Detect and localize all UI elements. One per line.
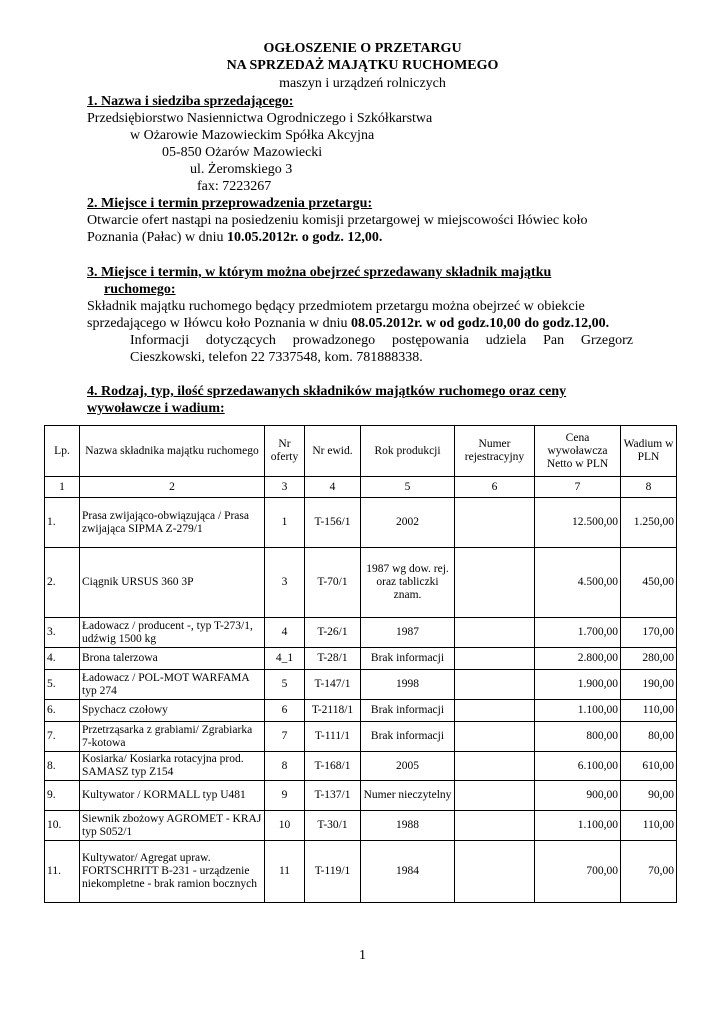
col-number: 4 (305, 477, 361, 498)
col-number: 5 (361, 477, 455, 498)
row-wadium: 610,00 (621, 752, 677, 781)
row-year: Numer nieczytelny (361, 781, 455, 811)
seller-street: ul. Żeromskiego 3 (190, 162, 293, 177)
row-reg (455, 722, 535, 752)
row-name: Siewnik zbożowy AGROMET - KRAJ typ S052/1 (80, 811, 265, 841)
row-price: 800,00 (535, 722, 621, 752)
page-number: 1 (359, 948, 366, 963)
row-lp: 10. (45, 811, 80, 841)
row-offer: 8 (265, 752, 305, 781)
table-row (45, 618, 677, 648)
seller-name-1: Przedsiębiorstwo Nasiennictwa Ogrodniczego i Szkółkarstwa (87, 111, 433, 126)
table-body (45, 498, 677, 903)
row-lp: 7. (45, 722, 80, 752)
col-header-name: Nazwa składnika majątku ruchomego (80, 426, 265, 477)
col-header-ewid: Nr ewid. (305, 426, 361, 477)
row-name: Kultywator / KORMALL typ U481 (80, 781, 265, 811)
table-row (45, 648, 677, 670)
row-wadium: 1.250,00 (621, 498, 677, 548)
row-reg (455, 648, 535, 670)
table-column-numbers (45, 477, 677, 498)
row-offer: 4_1 (265, 648, 305, 670)
seller-postal: 05-850 Ożarów Mazowiecki (162, 145, 323, 160)
row-lp: 4. (45, 648, 80, 670)
row-price: 6.100,00 (535, 752, 621, 781)
seller-fax: fax: 7223267 (197, 179, 272, 194)
row-price: 700,00 (535, 841, 621, 903)
col-number: 1 (45, 477, 80, 498)
row-ewid: T-168/1 (305, 752, 361, 781)
row-year: Brak informacji (361, 700, 455, 722)
row-year: 1988 (361, 811, 455, 841)
row-offer: 1 (265, 498, 305, 548)
row-name: Kultywator/ Agregat upraw. FORTSCHRITT B-231 - urządzenie niekompletne - brak ramion bocznych (80, 841, 265, 903)
row-price: 1.900,00 (535, 670, 621, 700)
section-2-line-2-text: Poznania (Pałac) w dniu (87, 230, 227, 245)
row-offer: 9 (265, 781, 305, 811)
row-wadium: 280,00 (621, 648, 677, 670)
doc-title-line-2: NA SPRZEDAŻ MAJĄTKU RUCHOMEGO (226, 58, 499, 73)
row-year: 1987 wg dow. rej. oraz tabliczki znam. (361, 548, 455, 618)
row-name: Ładowacz / POL-MOT WARFAMA typ 274 (80, 670, 265, 700)
row-year: 1984 (361, 841, 455, 903)
row-year: Brak informacji (361, 648, 455, 670)
col-number: 2 (80, 477, 265, 498)
section-3-heading-1: 3. Miejsce i termin, w którym można obejrzeć sprzedawany składnik majątku (87, 265, 552, 280)
col-header-year: Rok produkcji (361, 426, 455, 477)
row-reg (455, 498, 535, 548)
row-price: 12.500,00 (535, 498, 621, 548)
table-row (45, 722, 677, 752)
row-lp: 6. (45, 700, 80, 722)
col-header-wadium: Wadium w PLN (621, 426, 677, 477)
row-lp: 8. (45, 752, 80, 781)
col-number: 8 (621, 477, 677, 498)
row-year: Brak informacji (361, 722, 455, 752)
table-header-row (45, 426, 677, 477)
row-name: Przetrząsarka z grabiami/ Zgrabiarka 7-kotowa (80, 722, 265, 752)
table-row (45, 670, 677, 700)
row-ewid: T-2118/1 (305, 700, 361, 722)
row-price: 900,00 (535, 781, 621, 811)
col-header-offer: Nr oferty (265, 426, 305, 477)
table-row (45, 700, 677, 722)
table-row (45, 781, 677, 811)
row-name: Ładowacz / producent -, typ T-273/1, udźwig 1500 kg (80, 618, 265, 648)
row-price: 1.100,00 (535, 700, 621, 722)
row-ewid: T-111/1 (305, 722, 361, 752)
row-wadium: 80,00 (621, 722, 677, 752)
section-2-line-2 (87, 230, 382, 246)
row-lp: 2. (45, 548, 80, 618)
viewing-date: 08.05.2012r. w od godz.10,00 do godz.12,00. (350, 316, 610, 331)
section-3-line-4: Cieszkowski, telefon 22 7337548, kom. 781888338. (130, 350, 423, 365)
row-ewid: T-156/1 (305, 498, 361, 548)
section-3-line-3: Informacji dotyczących prowadzonego postępowania udziela Pan Grzegorz (130, 333, 633, 348)
row-offer: 6 (265, 700, 305, 722)
row-lp: 9. (45, 781, 80, 811)
row-ewid: T-137/1 (305, 781, 361, 811)
row-name: Prasa zwijająco-obwiązująca / Prasa zwijająca SIPMA Z-279/1 (80, 498, 265, 548)
row-offer: 4 (265, 618, 305, 648)
auction-date: 10.05.2012r. o godz. 12,00. (226, 230, 383, 245)
col-header-price: Cena wywoławcza Netto w PLN (535, 426, 621, 477)
row-name: Ciągnik URSUS 360 3P (80, 548, 265, 618)
section-3-line-2-text: sprzedającego w Iłówcu koło Poznania w dniu (87, 316, 351, 331)
seller-name-2: w Ożarowie Mazowieckim Spółka Akcyjna (130, 128, 375, 143)
row-reg (455, 700, 535, 722)
table-row (45, 498, 677, 548)
row-wadium: 450,00 (621, 548, 677, 618)
row-offer: 5 (265, 670, 305, 700)
row-reg (455, 781, 535, 811)
row-reg (455, 548, 535, 618)
row-price: 1.100,00 (535, 811, 621, 841)
row-ewid: T-30/1 (305, 811, 361, 841)
row-name: Spychacz czołowy (80, 700, 265, 722)
table-row (45, 811, 677, 841)
row-price: 1.700,00 (535, 618, 621, 648)
col-number: 6 (455, 477, 535, 498)
col-header-reg: Numer rejestracyjny (455, 426, 535, 477)
section-3-line-2 (87, 316, 609, 332)
row-reg (455, 670, 535, 700)
row-wadium: 90,00 (621, 781, 677, 811)
row-ewid: T-119/1 (305, 841, 361, 903)
col-number: 3 (265, 477, 305, 498)
row-offer: 3 (265, 548, 305, 618)
section-1-heading: 1. Nazwa i siedziba sprzedającego: (87, 94, 294, 109)
section-4-heading-1: 4. Rodzaj, typ, ilość sprzedawanych składników majątków ruchomego oraz ceny (87, 384, 567, 399)
row-wadium: 110,00 (621, 700, 677, 722)
col-number: 7 (535, 477, 621, 498)
row-lp: 5. (45, 670, 80, 700)
table-row (45, 752, 677, 781)
section-3-heading-2: ruchomego: (104, 282, 176, 297)
row-reg (455, 811, 535, 841)
row-year: 1998 (361, 670, 455, 700)
row-reg (455, 841, 535, 903)
row-lp: 1. (45, 498, 80, 548)
row-offer: 11 (265, 841, 305, 903)
row-reg (455, 752, 535, 781)
row-ewid: T-147/1 (305, 670, 361, 700)
row-name: Kosiarka/ Kosiarka rotacyjna prod. SAMASZ typ Z154 (80, 752, 265, 781)
row-year: 2002 (361, 498, 455, 548)
section-2-line-1: Otwarcie ofert nastąpi na posiedzeniu komisji przetargowej w miejscowości Iłówiec koło (87, 213, 588, 228)
table-row (45, 548, 677, 618)
row-ewid: T-70/1 (305, 548, 361, 618)
col-header-lp: Lp. (45, 426, 80, 477)
row-lp: 3. (45, 618, 80, 648)
row-lp: 11. (45, 841, 80, 903)
row-year: 2005 (361, 752, 455, 781)
row-wadium: 170,00 (621, 618, 677, 648)
row-name: Brona talerzowa (80, 648, 265, 670)
doc-subtitle: maszyn i urządzeń rolniczych (279, 76, 446, 91)
section-4-heading-2: wywoławcze i wadium: (87, 401, 225, 416)
row-price: 2.800,00 (535, 648, 621, 670)
row-offer: 10 (265, 811, 305, 841)
assets-table (44, 425, 677, 903)
row-ewid: T-26/1 (305, 618, 361, 648)
row-reg (455, 618, 535, 648)
section-3-line-1: Składnik majątku ruchomego będący przedmiotem przetargu można obejrzeć w obiekcie (87, 299, 585, 314)
row-offer: 7 (265, 722, 305, 752)
row-wadium: 190,00 (621, 670, 677, 700)
section-2-heading: 2. Miejsce i termin przeprowadzenia przetargu: (87, 196, 373, 211)
row-wadium: 70,00 (621, 841, 677, 903)
row-wadium: 110,00 (621, 811, 677, 841)
row-price: 4.500,00 (535, 548, 621, 618)
doc-title-line-1: OGŁOSZENIE O PRZETARGU (263, 41, 462, 56)
row-ewid: T-28/1 (305, 648, 361, 670)
table-row (45, 841, 677, 903)
row-year: 1987 (361, 618, 455, 648)
